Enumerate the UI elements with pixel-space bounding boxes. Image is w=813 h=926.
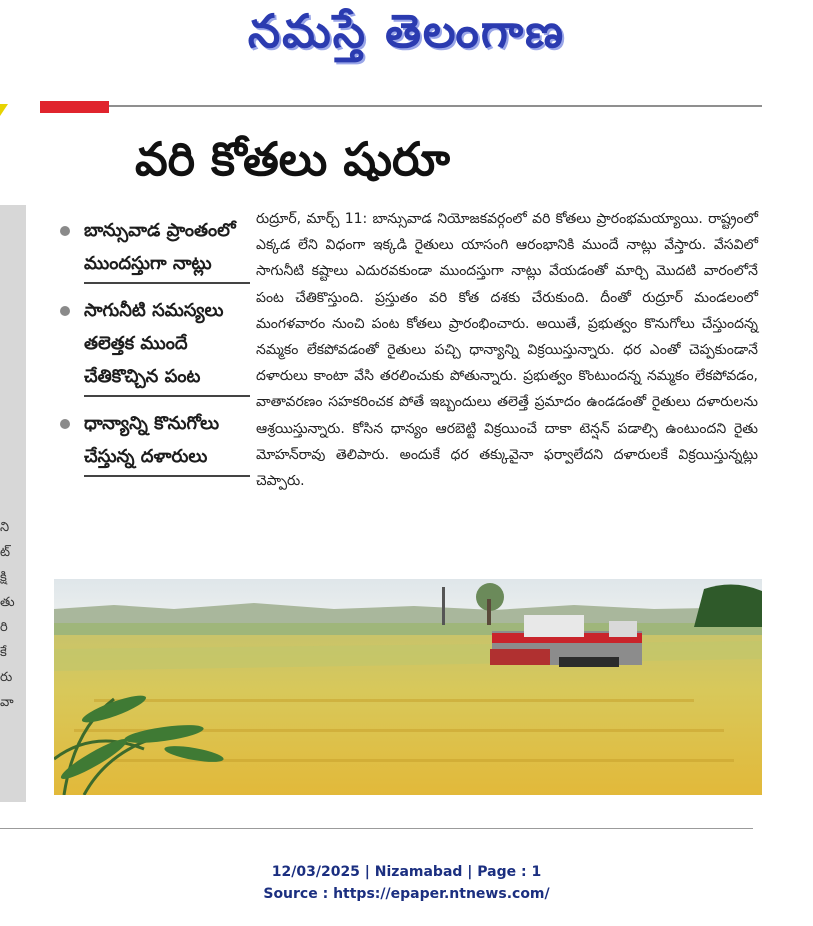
bullet-icon <box>60 419 70 429</box>
adjacent-column-marker <box>0 104 8 116</box>
bleed-char: కే <box>0 645 7 660</box>
highlight-item <box>56 407 250 477</box>
article-body: రుద్రూర్, మార్చ్ 11: బాన్సువాడ నియోజకవర్గంలో వరి కోతలు ప్రారంభమయ్యాయి. రాష్ట్రంలో ఎక్కడ లేని విధంగా ఇక్కడి రైతులు యాసంగి ఆరంభానికి ముందే నాట్లు వేస్తారు. వేసవిలో సాగునీటి కష్టాలు ఎదురవకుండా ముందస్తుగా నాట్లు వేయడంతో మార్చి మొదటి వారంలోనే పంట చేతికొస్తుంది. ప్రస్తుతం వరి కోత దశకు చేరుకుంది. దీంతో రుద్రూర్ మండలంలో మంగళవారం నుంచి పంట కోతలు ప్రారంభించారు. అయితే, ప్రభుత్వం కొనుగోలు చేస్తుందన్న నమ్మకం లేకపోవడంతో రైతులు పచ్చి ధాన్యాన్ని విక్రయిస్తున్నారు. ధర ఎంతో చెప్పకుండానే దళారులు కాంటా వేసి తరలించుకు పోతున్నారు. ప్రభుత్వం కొంటుందన్న నమ్మకం లేకపోవడం, వాతావరణం సహకరించక పోతే ఇబ్బందులు తలెత్తే ప్రమాదం ఉండడంతో రైతులు దళారులను ఆశ్రయిస్తున్నారు. కోసిన ధాన్యం ఆరబెట్టి విక్రయించే దాకా టెన్షన్ పడాల్సి ఉంటుందని రైతు మోహన్‌రావు తెలిపారు. అందుకే ధర తక్కువైనా ఫర్వాలేదని దళారులకే విక్రయిస్తున్నట్లు చెప్పారు. <box>256 211 758 490</box>
highlight-text: బాన్సువాడ ప్రాంతంలో ముందస్తుగా నాట్లు <box>84 214 250 284</box>
bleed-char: రి <box>0 620 8 635</box>
masthead-logo: నమస్తే తెలంగాణ <box>247 4 566 58</box>
article-headline: వరి కోతలు షురూ <box>135 132 451 186</box>
section-accent-bar <box>40 101 109 113</box>
highlight-text: సాగునీటి సమస్యలు తలెత్తక ముందే చేతికొచ్చిన పంట <box>84 294 250 397</box>
edition-info: 12/03/2025 | Nizamabad | Page : 1 <box>271 864 542 880</box>
source-link[interactable]: Source : https://epaper.ntnews.com/ <box>263 886 550 902</box>
harvest-photo <box>54 579 762 795</box>
bleed-char: ట్ <box>0 545 11 560</box>
bullet-icon <box>60 306 70 316</box>
bleed-char: తు <box>0 595 15 610</box>
highlight-text: ధాన్యాన్ని కొనుగోలు చేస్తున్న దళారులు <box>84 407 250 477</box>
bleed-char: రు <box>0 670 13 685</box>
page-rule <box>0 828 753 829</box>
bleed-char: క్షి <box>0 570 7 585</box>
bleed-char: ని <box>0 520 10 535</box>
highlight-item <box>56 214 250 284</box>
highlights-list <box>56 214 250 477</box>
paddy-field-image <box>54 579 762 795</box>
bullet-icon <box>60 226 70 236</box>
highlight-item <box>56 294 250 397</box>
adjacent-column-text <box>0 515 24 715</box>
bleed-char: వా <box>0 695 14 710</box>
section-rule <box>40 105 762 107</box>
